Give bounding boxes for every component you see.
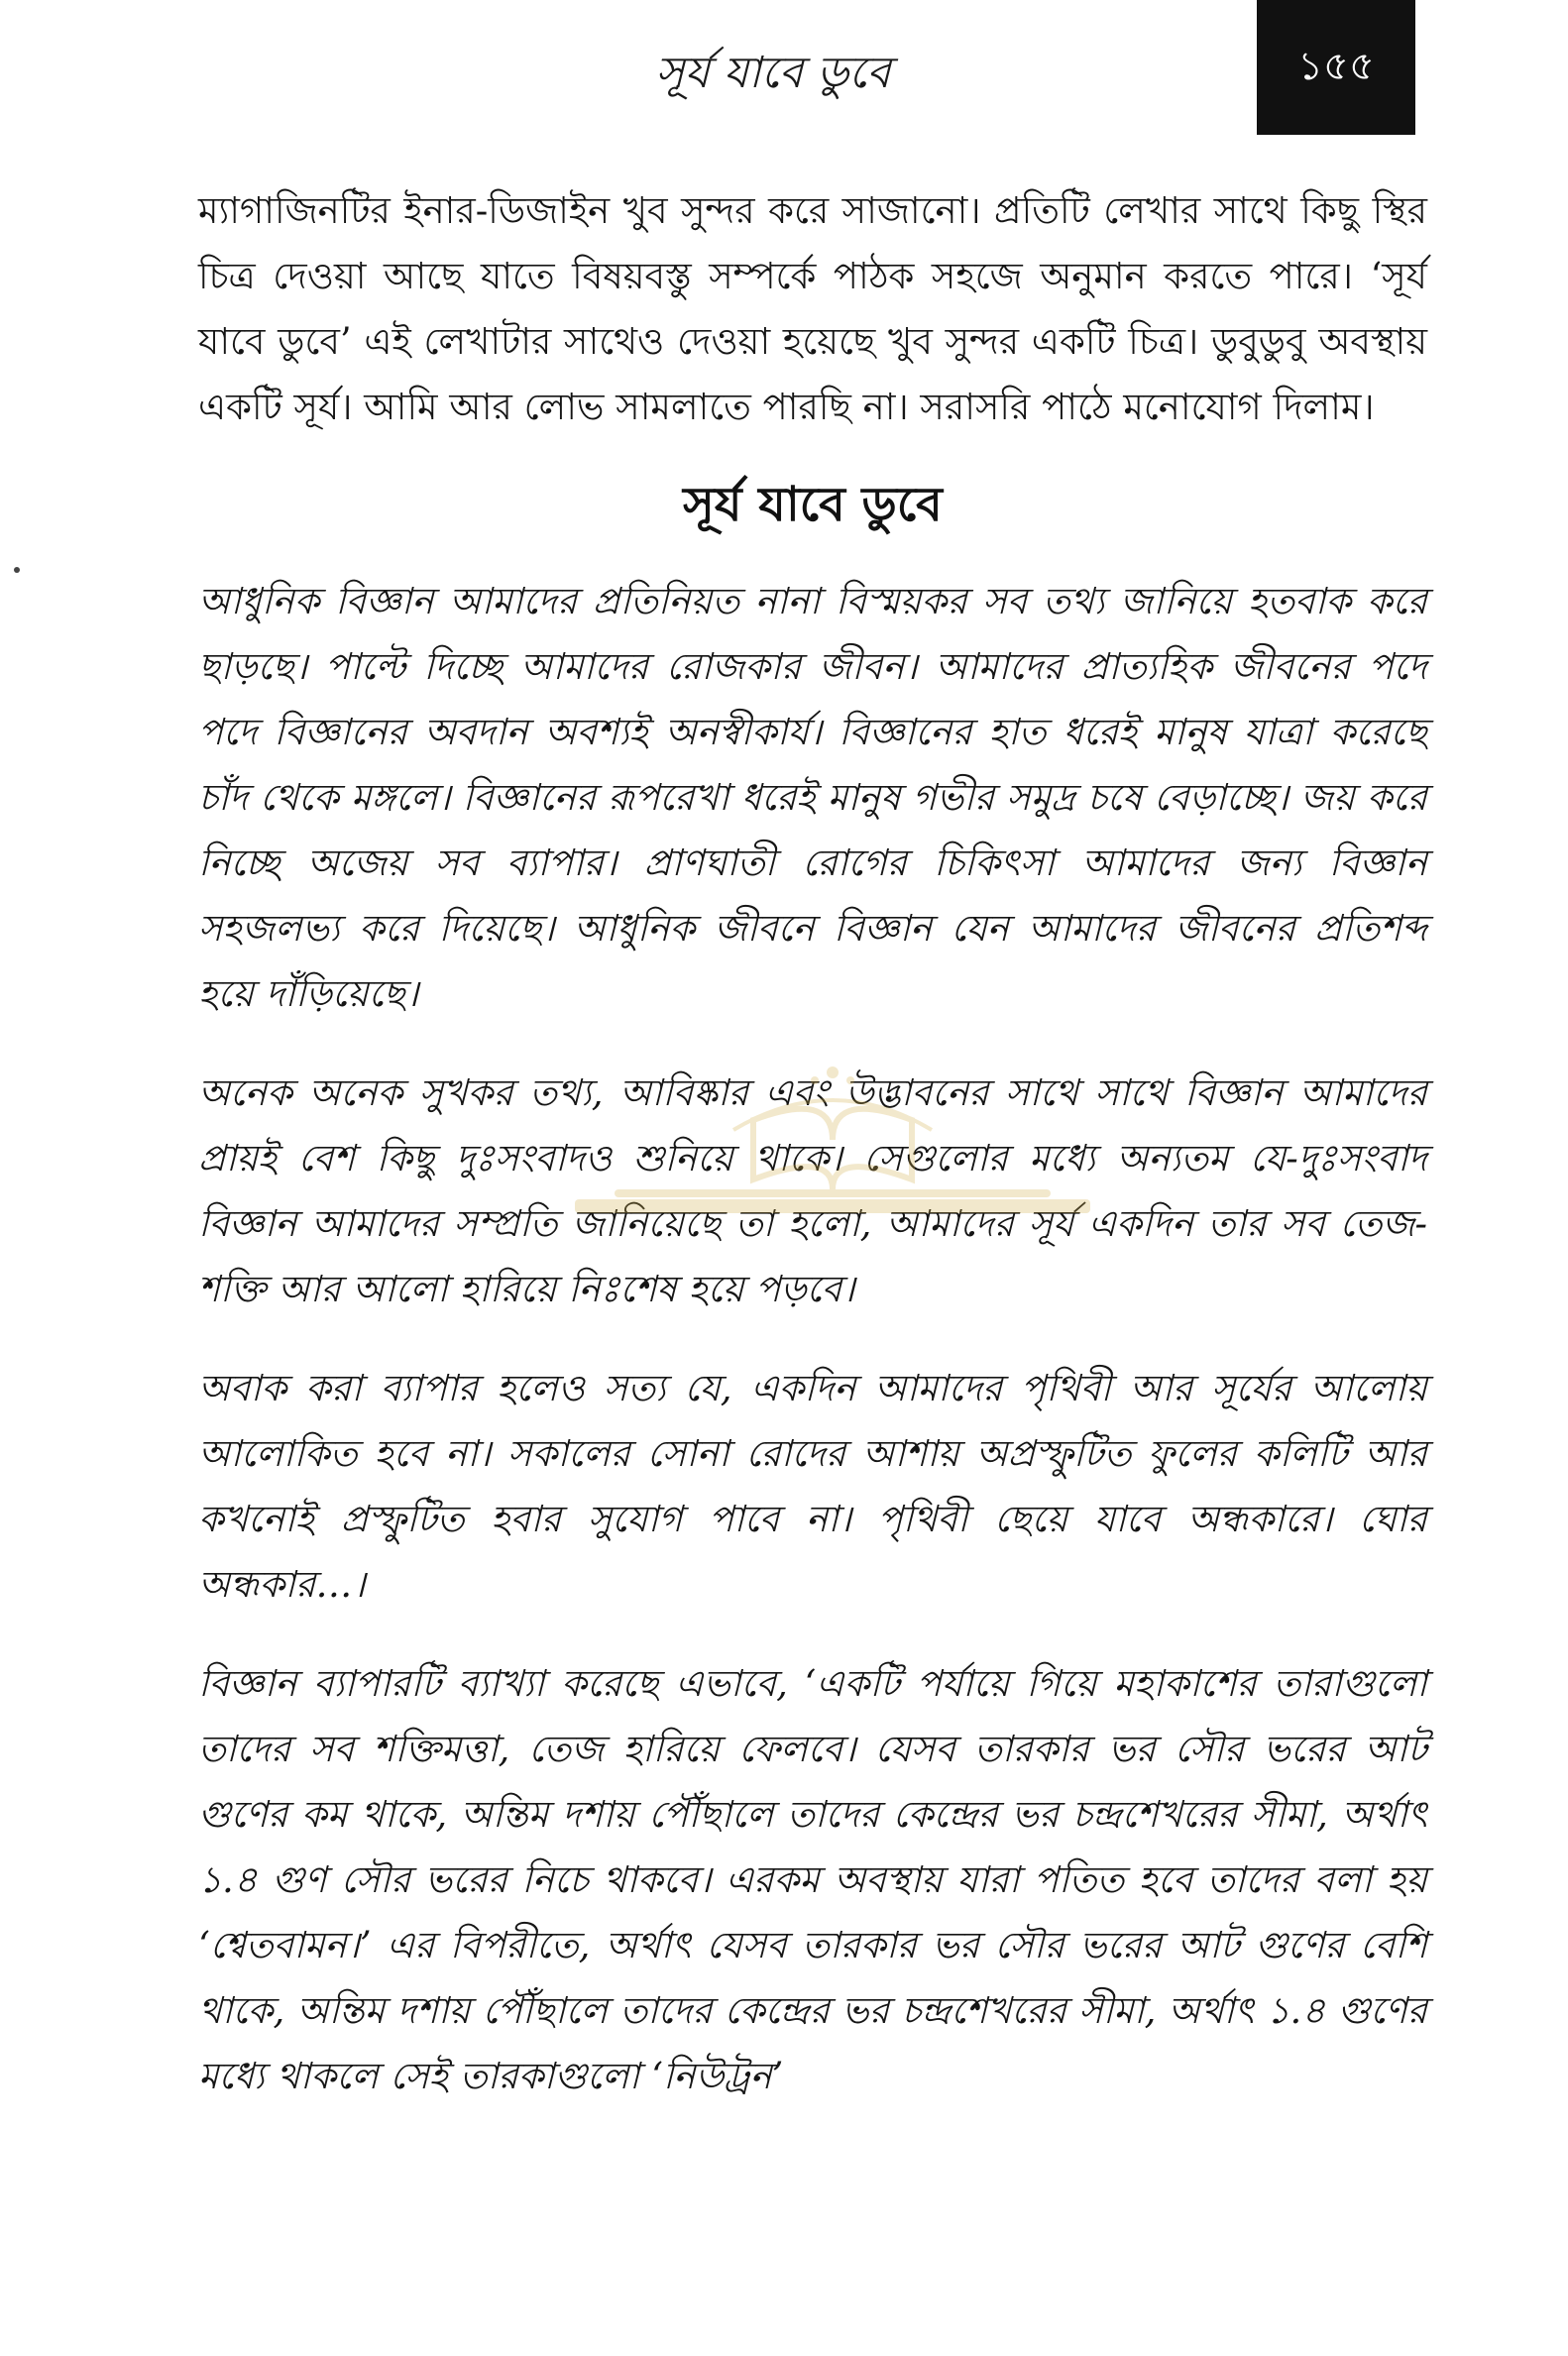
- intro-paragraph: ম্যাগাজিনটির ইনার-ডিজাইন খুব সুন্দর করে সাজানো। প্রতিটি লেখার সাথে কিছু স্থির চিত্র দেওয়া আছে যাতে বিষয়বস্তু সম্পর্কে পাঠক সহজে অনুমান করতে পারে। ‘সূর্য যাবে ডুবে’ এই লেখাটার সাথেও দেওয়া হয়েছে খুব সুন্দর একটি চিত্র। ডুবুডুবু অবস্থায় একটি সূর্য। আমি আর লোভ সামলাতে পারছি না। সরাসরি পাঠে মনোযোগ দিলাম।: [198, 189, 1427, 428]
- body-paragraph-2: অনেক অনেক সুখকর তথ্য, আবিষ্কার এবং উদ্ভাবনের সাথে সাথে বিজ্ঞান আমাদের প্রায়ই বেশ কিছু দুঃসংবাদও শুনিয়ে থাকে। সেগুলোর মধ্যে অন্যতম যে-দুঃসংবাদ বিজ্ঞান আমাদের সম্প্রতি জানিয়েছে তা হলো, আমাদের সূর্য একদিন তার সব তেজ-শক্তি আর আলো হারিয়ে নিঃশেষ হয়ে পড়বে।: [198, 1071, 1427, 1310]
- page-number-box: [1257, 0, 1415, 135]
- section-title: সূর্য যাবে ডুবে: [683, 477, 943, 532]
- margin-mark: [14, 567, 20, 573]
- body-paragraph-1: আধুনিক বিজ্ঞান আমাদের প্রতিনিয়ত নানা বিস্ময়কর সব তথ্য জানিয়ে হতবাক করে ছাড়ছে। পাল্টে দিচ্ছে আমাদের রোজকার জীবন। আমাদের প্রাত্যহিক জীবনের পদে পদে বিজ্ঞানের অবদান অবশ্যই অনস্বীকার্য। বিজ্ঞানের হাত ধরেই মানুষ যাত্রা করেছে চাঁদ থেকে মঙ্গলে। বিজ্ঞানের রূপরেখা ধরেই মানুষ গভীর সমুদ্র চষে বেড়াচ্ছে। জয় করে নিচ্ছে অজেয় সব ব্যাপার। প্রাণঘাতী রোগের চিকিৎসা আমাদের জন্য বিজ্ঞান সহজলভ্য করে দিয়েছে। আধুনিক জীবনে বিজ্ঞান যেন আমাদের জীবনের প্রতিশব্দ হয়ে দাঁড়িয়েছে।: [198, 580, 1427, 1015]
- body-paragraph-3: অবাক করা ব্যাপার হলেও সত্য যে, একদিন আমাদের পৃথিবী আর সূর্যের আলোয় আলোকিত হবে না। সকালের সোনা রোদের আশায় অপ্রস্ফুটিত ফুলের কলিটি আর কখনোই প্রস্ফুটিত হবার সুযোগ পাবে না। পৃথিবী ছেয়ে যাবে অন্ধকারে। ঘোর অন্ধকার…।: [198, 1367, 1427, 1606]
- page-number: ১৫৫: [1297, 43, 1375, 89]
- running-head-title: সূর্য যাবে ডুবে: [655, 48, 891, 98]
- body-paragraph-4: বিজ্ঞান ব্যাপারটি ব্যাখ্যা করেছে এভাবে, ‘একটি পর্যায়ে গিয়ে মহাকাশের তারাগুলো তাদের সব শক্তিমত্তা, তেজ হারিয়ে ফেলবে। যেসব তারকার ভর সৌর ভরের আট গুণের কম থাকে, অন্তিম দশায় পৌঁছালে তাদের কেন্দ্রের ভর চন্দ্রশেখরের সীমা, অর্থাৎ ১.৪ গুণ সৌর ভরের নিচে থাকবে। এরকম অবস্থায় যারা পতিত হবে তাদের বলা হয় ‘শ্বেতবামন।’ এর বিপরীতে, অর্থাৎ যেসব তারকার ভর সৌর ভরের আট গুণের বেশি থাকে, অন্তিম দশায় পৌঁছালে তাদের কেন্দ্রের ভর চন্দ্রশেখরের সীমা, অর্থাৎ ১.৪ গুণের মধ্যে থাকলে সেই তারকাগুলো ‘নিউট্রন’: [198, 1662, 1427, 2097]
- page-content: [198, 178, 1427, 2143]
